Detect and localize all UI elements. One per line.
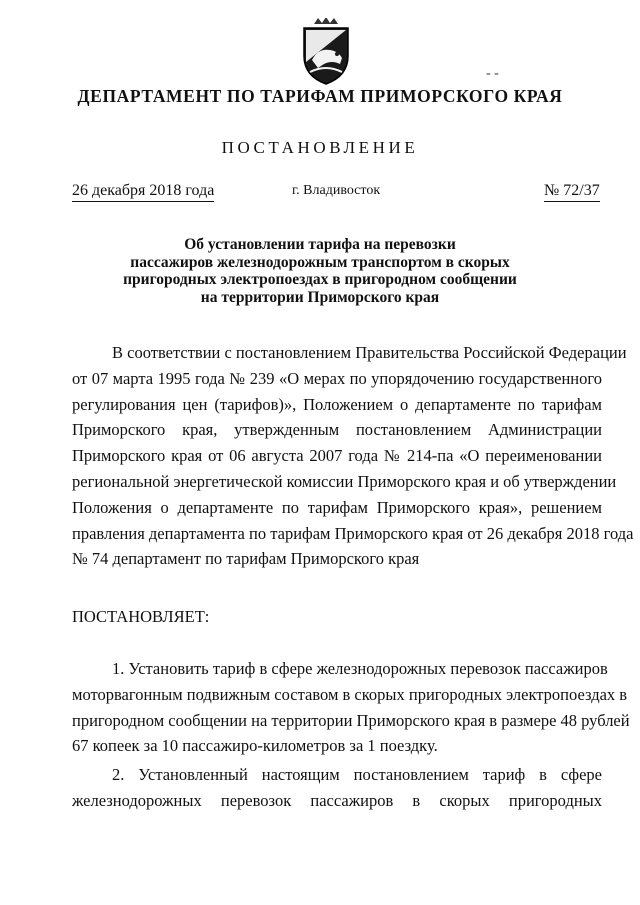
paragraph-line: железнодорожных перевозок пассажиров в скорых пригородных <box>72 790 602 810</box>
title-line: на территории Приморского края <box>200 288 440 306</box>
primorsky-coat-of-arms-icon <box>296 18 356 88</box>
paragraph-line: Приморского края, утвержденным постановлением Администрации <box>72 420 602 440</box>
document-date: 26 декабря 2018 года <box>72 182 214 202</box>
title-line: Об установлении тарифа на перевозки <box>184 236 456 253</box>
department-name: ДЕПАРТАМЕНТ ПО ТАРИФАМ ПРИМОРСКОГО КРАЯ <box>77 86 563 106</box>
paragraph-line: моторвагонным подвижным составом в скорых пригородных электропоездах в <box>72 684 628 704</box>
resolves-heading: ПОСТАНОВЛЯЕТ: <box>72 607 210 626</box>
document-title <box>120 236 520 306</box>
paragraph-line: Приморского края от 06 августа 2007 года № 214-па «О переименовании <box>72 446 602 466</box>
paragraph-line: регулирования цен (тарифов)», Положением о департаменте по тарифам <box>72 394 602 414</box>
title-line: пассажиров железнодорожным транспортом в скорых <box>130 253 510 271</box>
paragraph-line: региональной энергетической комиссии Приморского края и об утверждении <box>72 471 617 491</box>
preamble-paragraph <box>72 340 634 572</box>
paragraph-line: правления департамента по тарифам Приморского края от 26 декабря 2018 года <box>72 523 634 543</box>
document-city: г. Владивосток <box>292 183 381 198</box>
corner-mark: - - <box>486 66 499 81</box>
paragraph-line: Положения о департаменте по тарифам Приморского края», решением <box>72 497 602 517</box>
paragraph-line: 67 копеек за 10 пассажиро-километров за 1 поездку. <box>72 736 438 756</box>
paragraph-line: от 07 марта 1995 года № 239 «О мерах по упорядочению государственного <box>72 368 602 388</box>
document-type: ПОСТАНОВЛЕНИЕ <box>221 138 419 157</box>
paragraph-line: В соответствии с постановлением Правительства Российской Федерации <box>112 343 627 362</box>
document-number: № 72/37 <box>544 182 600 202</box>
paragraph-line: 1. Установить тариф в сфере железнодорожных перевозок пассажиров <box>112 659 608 678</box>
title-line: пригородных электропоездах в пригородном сообщении <box>123 271 517 288</box>
item-2-paragraph <box>72 762 602 814</box>
item-1-paragraph <box>72 656 630 759</box>
paragraph-line: № 74 департамент по тарифам Приморского края <box>72 549 420 569</box>
paragraph-line: 2. Установленный настоящим постановлением тариф в сфере <box>112 765 602 784</box>
paragraph-line: пригородном сообщении на территории Приморского края в размере 48 рублей <box>72 710 630 730</box>
